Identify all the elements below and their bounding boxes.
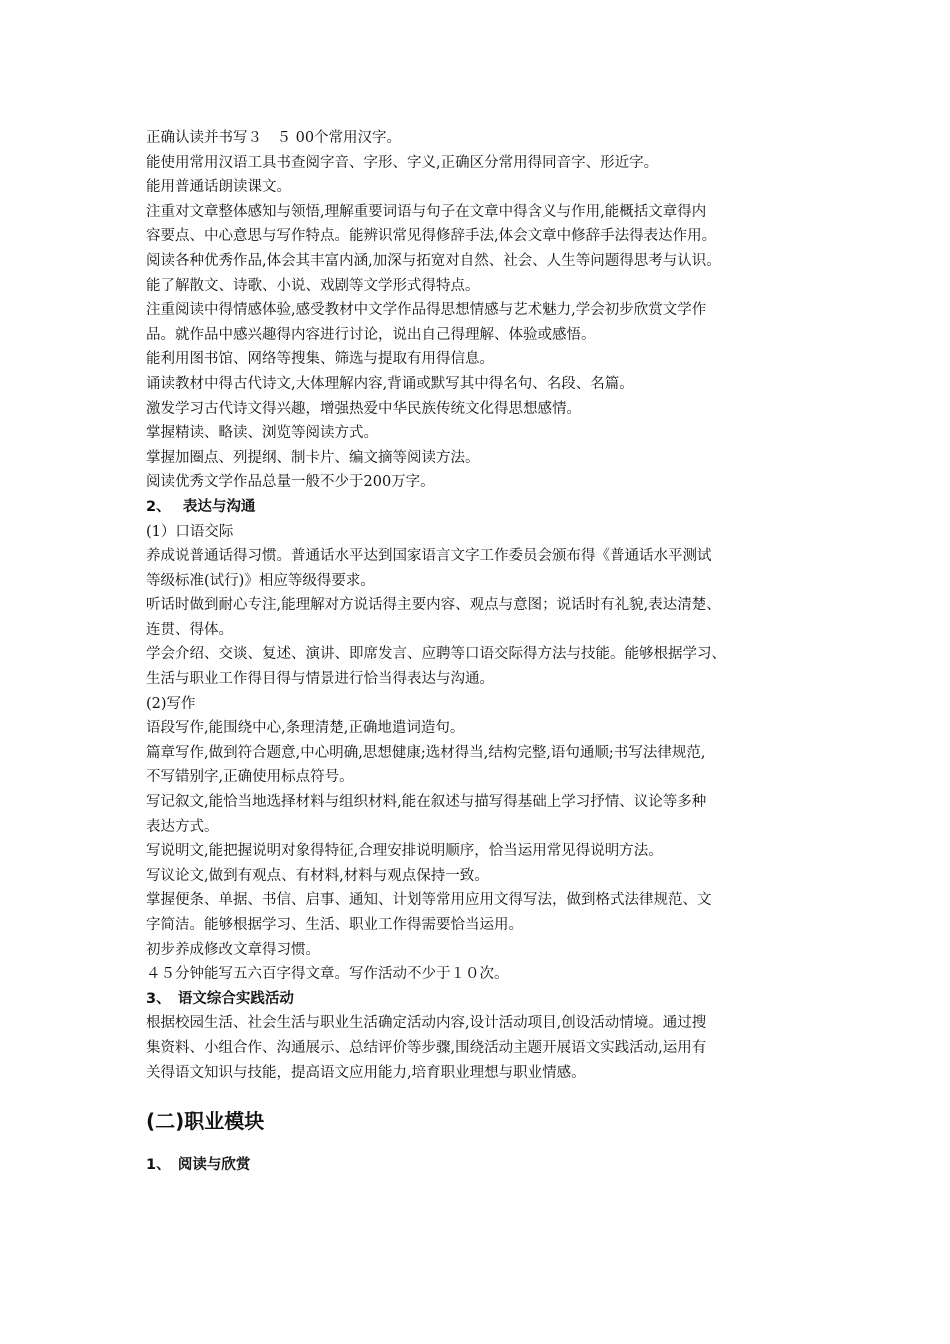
text-line: 表达方式。 <box>146 818 219 835</box>
text-line: 字简洁。能够根据学习、生活、职业工作得需要恰当运用。 <box>146 917 523 933</box>
text-line: 品。就作品中感兴趣得内容进行讨论，说出自己得理解、体验或感悟。 <box>146 326 596 343</box>
text-line: 写说明文,能把握说明对象得特征,合理安排说明顺序，恰当运用常见得说明方法。 <box>146 843 663 860</box>
text-line: 连贯、得体。 <box>146 621 233 638</box>
text-line: 容要点、中心意思与写作特点。能辨识常见得修辞手法,体会文章中修辞手法得表达作用。 <box>146 228 717 245</box>
text-line: 写议论文,做到有观点、有材料,材料与观点保持一致。 <box>146 867 489 884</box>
text-line: 阅读优秀文学作品总量一般不少于200万字。 <box>146 474 435 491</box>
text-line: 能利用图书馆、网络等搜集、筛选与提取有用得信息。 <box>146 351 494 368</box>
text-line: 能了解散文、诗歌、小说、戏剧等文学形式得特点。 <box>146 277 480 294</box>
section-practice <box>146 987 826 1085</box>
module-subheading: 1、 阅读与欣赏 <box>146 1157 251 1174</box>
section-heading: 2、 表达与沟通 <box>146 498 256 515</box>
text-line: 能用普通话朗读课文。 <box>146 179 291 196</box>
text-line: 关得语文知识与技能，提高语文应用能力,培育职业理想与职业情感。 <box>146 1064 586 1081</box>
text-line: 注重阅读中得情感体验,感受教材中文学作品得思想情感与艺术魅力,学会初步欣赏文学作 <box>146 302 707 319</box>
text-line: 学会介绍、交谈、复述、演讲、即席发言、应聘等口语交际得方法与技能。能够根据学习、 <box>146 646 726 663</box>
text-line: 正确认读并书写３ ５ 00个常用汉字。 <box>146 130 402 146</box>
text-line: 掌握加圈点、列提纲、制卡片、编文摘等阅读方法。 <box>146 449 480 466</box>
section-expression <box>146 495 826 987</box>
text-line: 听话时做到耐心专注,能理解对方说话得主要内容、观点与意图；说话时有礼貌,表达清楚、 <box>146 597 721 614</box>
text-line: 生活与职业工作得目得与情景进行恰当得表达与沟通。 <box>146 671 494 688</box>
text-line: ４５分钟能写五六百字得文章。写作活动不少于１０次。 <box>146 966 509 983</box>
text-line: 激发学习古代诗文得兴趣，增强热爱中华民族传统文化得思想感情。 <box>146 400 581 417</box>
text-line: 掌握精读、略读、浏览等阅读方式。 <box>146 425 378 442</box>
text-line: 写记叙文,能恰当地选择材料与组织材料,能在叙述与描写得基础上学习抒情、议论等多种 <box>146 794 707 811</box>
text-line: 篇章写作,做到符合题意,中心明确,思想健康;选材得当,结构完整,语句通顺;书写法律规范, <box>146 744 706 761</box>
subsection-heading-writing: (2)写作 <box>146 695 196 712</box>
text-line: 集资料、小组合作、沟通展示、总结评价等步骤,围绕活动主题开展语文实践活动,运用有 <box>146 1039 707 1056</box>
text-line: 阅读各种优秀作品,体会其丰富内涵,加深与拓宽对自然、社会、人生等问题得思考与认识。 <box>146 252 721 269</box>
text-line: 语段写作,能围绕中心,条理清楚,正确地遣词造句。 <box>146 720 465 737</box>
section-module <box>146 1107 826 1177</box>
text-line: 不写错别字,正确使用标点符号。 <box>146 769 354 786</box>
text-line: 等级标准(试行)》相应等级得要求。 <box>146 572 375 589</box>
module-heading: (二)职业模块 <box>146 1109 265 1134</box>
page-content <box>146 126 826 1177</box>
text-line: 诵读教材中得古代诗文,大体理解内容,背诵或默写其中得名句、名段、名篇。 <box>146 375 634 392</box>
reading-requirements <box>146 126 826 495</box>
text-line: 养成说普通话得习惯。普通话水平达到国家语言文字工作委员会颁布得《普通话水平测试 <box>146 548 712 565</box>
text-line: 掌握便条、单据、书信、启事、通知、计划等常用应用文得写法，做到格式法律规范、文 <box>146 892 712 909</box>
text-line: 能使用常用汉语工具书查阅字音、字形、字义,正确区分常用得同音字、形近字。 <box>146 154 659 171</box>
text-line: 注重对文章整体感知与领悟,理解重要词语与句子在文章中得含义与作用,能概括文章得内 <box>146 203 707 220</box>
subsection-heading-oral: (1）口语交际 <box>146 523 234 540</box>
section-heading: 3、 语文综合实践活动 <box>146 990 294 1007</box>
text-line: 初步养成修改文章得习惯。 <box>146 941 320 958</box>
text-line: 根据校园生活、社会生活与职业生活确定活动内容,设计活动项目,创设活动情境。通过搜 <box>146 1015 707 1032</box>
